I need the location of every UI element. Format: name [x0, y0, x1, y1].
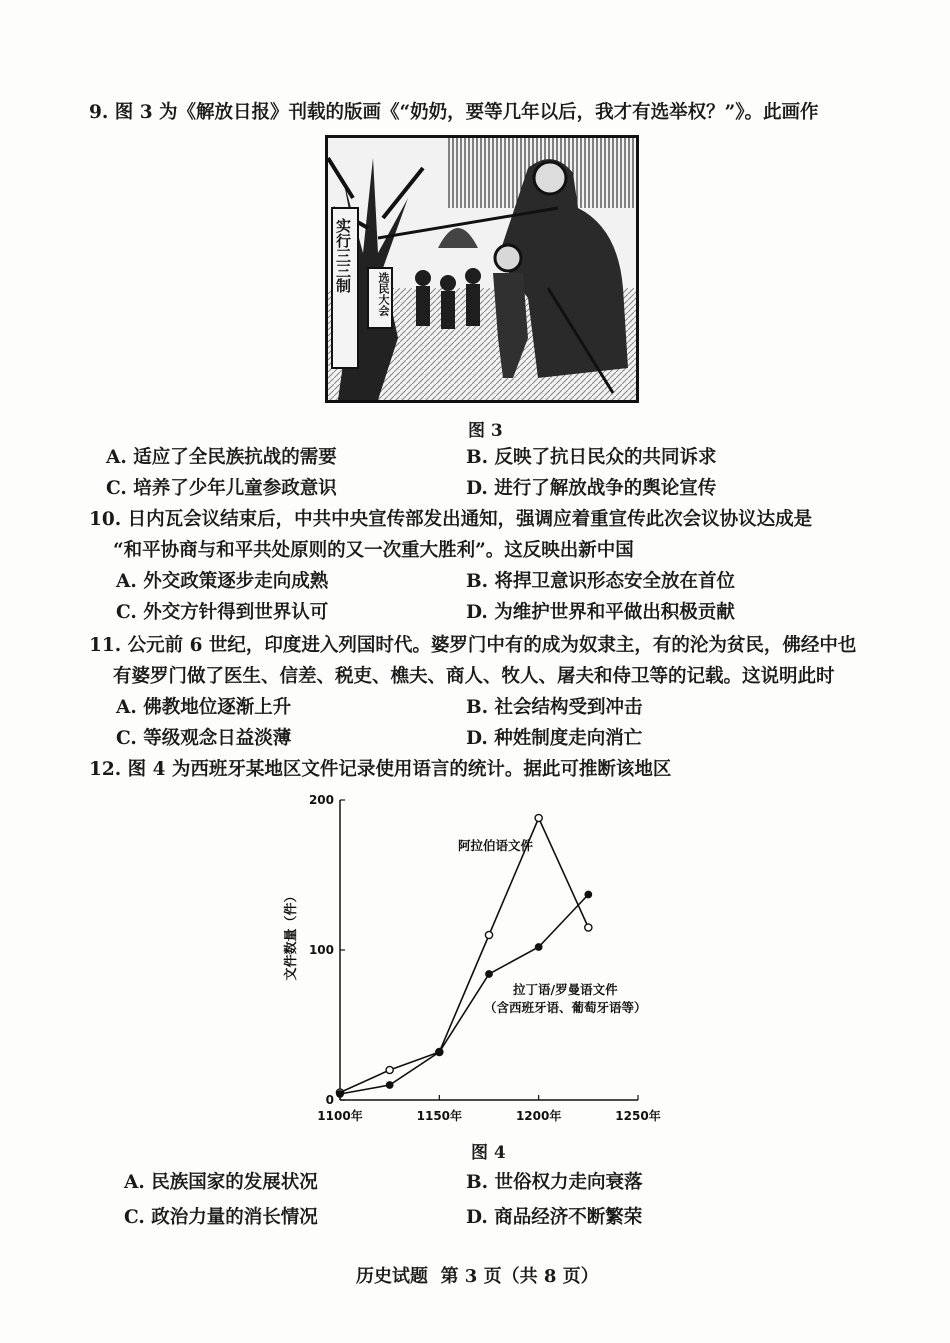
sign-text-left: 实行三三制	[334, 218, 352, 293]
q10-option-a[interactable]: A. 外交政策逐步走向成熟	[116, 571, 329, 592]
q12-option-b[interactable]: B. 世俗权力走向衰落	[466, 1172, 643, 1193]
q11-option-c[interactable]: C. 等级观念日益淡薄	[116, 728, 292, 749]
q11-stem-line1: 11. 公元前 6 世纪，印度进入列国时代。婆罗门中有的成为奴隶主，有的沦为贫民，佛经中也	[89, 635, 857, 656]
woodcut-illustration	[328, 138, 636, 400]
x-tick-label: 1250年	[615, 1109, 661, 1123]
q12-stem: 12. 图 4 为西班牙某地区文件记录使用语言的统计。据此可推断该地区	[89, 759, 672, 780]
series-label-latin-note: （含西班牙语、葡萄牙语等）	[484, 1000, 647, 1015]
series-line-1	[340, 818, 588, 1093]
q10-stem-line1: 10. 日内瓦会议结束后，中共中央宣传部发出通知，强调应着重宣传此次会议协议达成是	[89, 509, 813, 530]
q10-option-d[interactable]: D. 为维护世界和平做出积极贡献	[466, 602, 735, 623]
q11-stem-line2: 有婆罗门做了医生、信差、税吏、樵夫、商人、牧人、屠夫和侍卫等的记载。这说明此时	[113, 666, 835, 687]
data-point	[386, 1066, 393, 1073]
q10-stem-line2: “和平协商与和平共处原则的又一次重大胜利”。这反映出新中国	[113, 540, 634, 561]
q11-option-b[interactable]: B. 社会结构受到冲击	[466, 697, 643, 718]
data-point	[585, 924, 592, 931]
q9-option-a[interactable]: A. 适应了全民族抗战的需要	[106, 447, 337, 468]
data-point	[436, 1049, 442, 1055]
q9-option-d[interactable]: D. 进行了解放战争的舆论宣传	[466, 478, 717, 499]
q11-option-d[interactable]: D. 种姓制度走向消亡	[466, 728, 643, 749]
data-point	[585, 891, 591, 897]
data-point	[535, 944, 541, 950]
y-axis-label: 文件数量（件）	[284, 889, 299, 981]
series-label-latin: 拉丁语/罗曼语文件	[513, 982, 618, 997]
x-tick-label: 1200年	[515, 1109, 562, 1123]
data-point	[535, 814, 542, 821]
q9-stem: 9. 图 3 为《解放日报》刊载的版画《“奶奶，要等几年以后，我才有选举权？”》。此画作	[89, 102, 819, 123]
q12-option-c[interactable]: C. 政治力量的消长情况	[124, 1207, 318, 1228]
figure-4-caption: 图 4	[471, 1143, 506, 1163]
figure-4-chart	[270, 785, 710, 1140]
x-tick-label: 1150年	[416, 1109, 463, 1123]
data-point	[485, 931, 492, 938]
data-point	[386, 1082, 392, 1088]
q10-option-b[interactable]: B. 将捍卫意识形态安全放在首位	[466, 571, 736, 592]
data-point	[486, 971, 492, 977]
series-label-arabic: 阿拉伯语文件	[458, 838, 534, 853]
q12-option-d[interactable]: D. 商品经济不断繁荣	[466, 1207, 643, 1228]
page-footer: 历史试题 第 3 页（共 8 页）	[356, 1266, 599, 1287]
woodcut-figure-3	[325, 135, 639, 403]
q9-option-b[interactable]: B. 反映了抗日民众的共同诉求	[466, 447, 717, 468]
q12-option-a[interactable]: A. 民族国家的发展状况	[124, 1172, 318, 1193]
q10-option-c[interactable]: C. 外交方针得到世界认可	[116, 602, 329, 623]
y-tick-label: 0	[325, 1093, 334, 1107]
data-point	[337, 1091, 343, 1097]
x-tick-label: 1100年	[317, 1109, 363, 1123]
figure-3-caption: 图 3	[468, 421, 503, 441]
y-tick-label: 100	[308, 943, 334, 957]
sign-text-mid: 选民大会	[377, 272, 390, 316]
y-tick-label: 200	[308, 793, 334, 807]
q11-option-a[interactable]: A. 佛教地位逐渐上升	[116, 697, 292, 718]
q9-option-c[interactable]: C. 培养了少年儿童参政意识	[106, 478, 337, 499]
